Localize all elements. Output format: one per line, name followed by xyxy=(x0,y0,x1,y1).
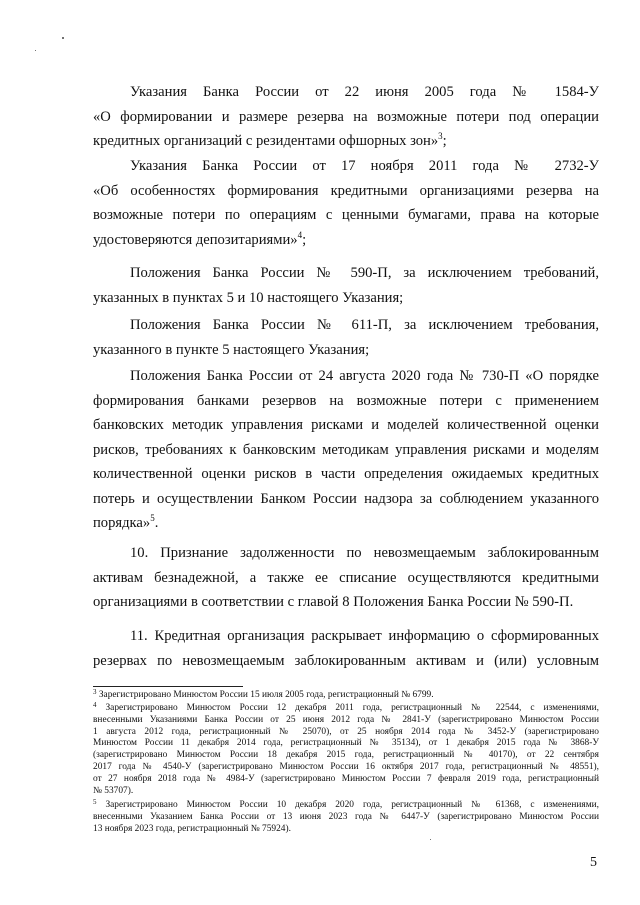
footnote-3 xyxy=(93,690,599,702)
footnote-line: $^5$ Зарегистрировано Минюстом России 10 декабря 2020 года, регистрационный № 61368, с изменениями, xyxy=(93,798,599,810)
text-line: организациями в соответствии с главой 8 Положения Банка России № 590-П. xyxy=(93,594,574,610)
text-line: Указания Банка России от 22 июня 2005 года № 1584-У xyxy=(130,84,599,100)
scan-speck xyxy=(430,839,431,840)
text-line: Положения Банка России № 590-П, за исключением требований, xyxy=(130,265,599,281)
text-line: 11. Кредитная организация раскрывает информацию о сформированных xyxy=(130,628,599,644)
footnote-line: внесенными Указаниями Банка России от 25 июня 2012 года № 2841-У (зарегистрировано Минюстом России xyxy=(93,714,599,725)
footnote-line: 1 августа 2012 года, регистрационный № 25070), от 25 ноября 2014 года № 3452-У (зарегистрировано xyxy=(93,726,599,737)
text-line: банковских методик управления рисками и моделей количественной оценки xyxy=(93,417,599,433)
footnote-ref[interactable]: 4 xyxy=(297,229,303,240)
footnote-5 xyxy=(93,800,599,835)
paragraph-regulation-611p xyxy=(93,313,599,362)
text-line: рисков, требованиях к банковским методикам управления рисками и моделям xyxy=(93,441,599,458)
text-line: потерь и осуществлении Банком России надзора за соблюдением указанного xyxy=(93,490,599,507)
footnote-line: внесенными Указанием Банка России от 13 июня 2023 года № 6447-У (зарегистрировано Минюстом России xyxy=(93,811,599,822)
paragraph-directive-2732u xyxy=(93,154,599,252)
footnote-line: $^4$ Зарегистрировано Минюстом России 12 декабря 2011 года, регистрационный № 22544, с изменениями, xyxy=(93,701,600,713)
footnote-4 xyxy=(93,703,599,797)
footnote-line: № 53707). xyxy=(93,785,134,796)
text-line: «Об особенностях формирования кредитными организациями резерва на xyxy=(93,182,599,199)
text-line: активам безнадежной, а также ее списание осуществляются кредитными xyxy=(93,569,599,586)
text-line: Положения Банка России № 611-П, за исключением требования, xyxy=(130,317,599,333)
footnote-line: $^3$ Зарегистрировано Минюстом России 15 июля 2005 года, регистрационный № 6799. xyxy=(93,688,434,700)
text-line: Положения Банка России от 24 августа 2020 года № 730-П «О порядке xyxy=(130,368,599,384)
scan-speck xyxy=(62,37,64,39)
paragraph-item-10 xyxy=(93,541,599,615)
footnote-separator xyxy=(93,686,243,687)
text-line: 10. Признание задолженности по невозмещаемым заблокированным xyxy=(130,545,599,561)
text-line: кредитных организаций с резидентами офшорных зон»$^3$; xyxy=(93,131,447,149)
paragraph-directive-1584u xyxy=(93,80,599,154)
text-line: формирования банками резервов на возможные потери с применением xyxy=(93,392,599,409)
paragraph-regulation-730p xyxy=(93,364,599,536)
page-number: 5 xyxy=(590,855,597,870)
footnote-ref[interactable]: 3 xyxy=(438,131,443,141)
footnote-line: 2017 года № 4540-У (зарегистрировано Минюстом России 16 октября 2017 года, регистрационный № 48551), xyxy=(93,761,599,772)
text-line: указанного в пункте 5 настоящего Указания; xyxy=(93,341,370,358)
footnote-ref[interactable]: 5 xyxy=(150,513,155,523)
text-line: возможные потери по операциям с ценными бумагами, права на которые xyxy=(93,207,599,223)
text-line: удостоверяются депозитариями»$^4$; xyxy=(93,229,307,248)
scan-speck xyxy=(35,50,36,51)
text-line: указанных в пунктах 5 и 10 настоящего Указания; xyxy=(93,289,404,306)
footnote-line: Минюстом России 11 декабря 2014 года, регистрационный № 35134), от 1 декабря 2015 года № 3868-У xyxy=(93,738,599,749)
text-line: порядка»$^5$. xyxy=(93,513,159,531)
paragraph-regulation-590p xyxy=(93,261,599,310)
footnote-line: 13 ноября 2023 года, регистрационный № 75924). xyxy=(93,823,291,834)
text-line: «О формировании и размере резерва на возможные потери под операции xyxy=(93,108,599,125)
footnote-line: от 27 ноября 2018 года № 4984-У (зарегистрировано Минюстом России 7 февраля 2019 года, регистрационный xyxy=(93,773,599,784)
paragraph-item-11 xyxy=(93,624,599,673)
footnote-line: (зарегистрировано Минюстом России 18 декабря 2015 года, регистрационный № 40170), от 22 сентября xyxy=(93,750,599,761)
text-line: Указания Банка России от 17 ноября 2011 года № 2732-У xyxy=(130,158,599,174)
text-line: резервах по невозмещаемым заблокированным активам и (или) условным xyxy=(93,652,599,669)
text-line: количественной оценки рисков в части определения ожидаемых кредитных xyxy=(93,466,599,482)
